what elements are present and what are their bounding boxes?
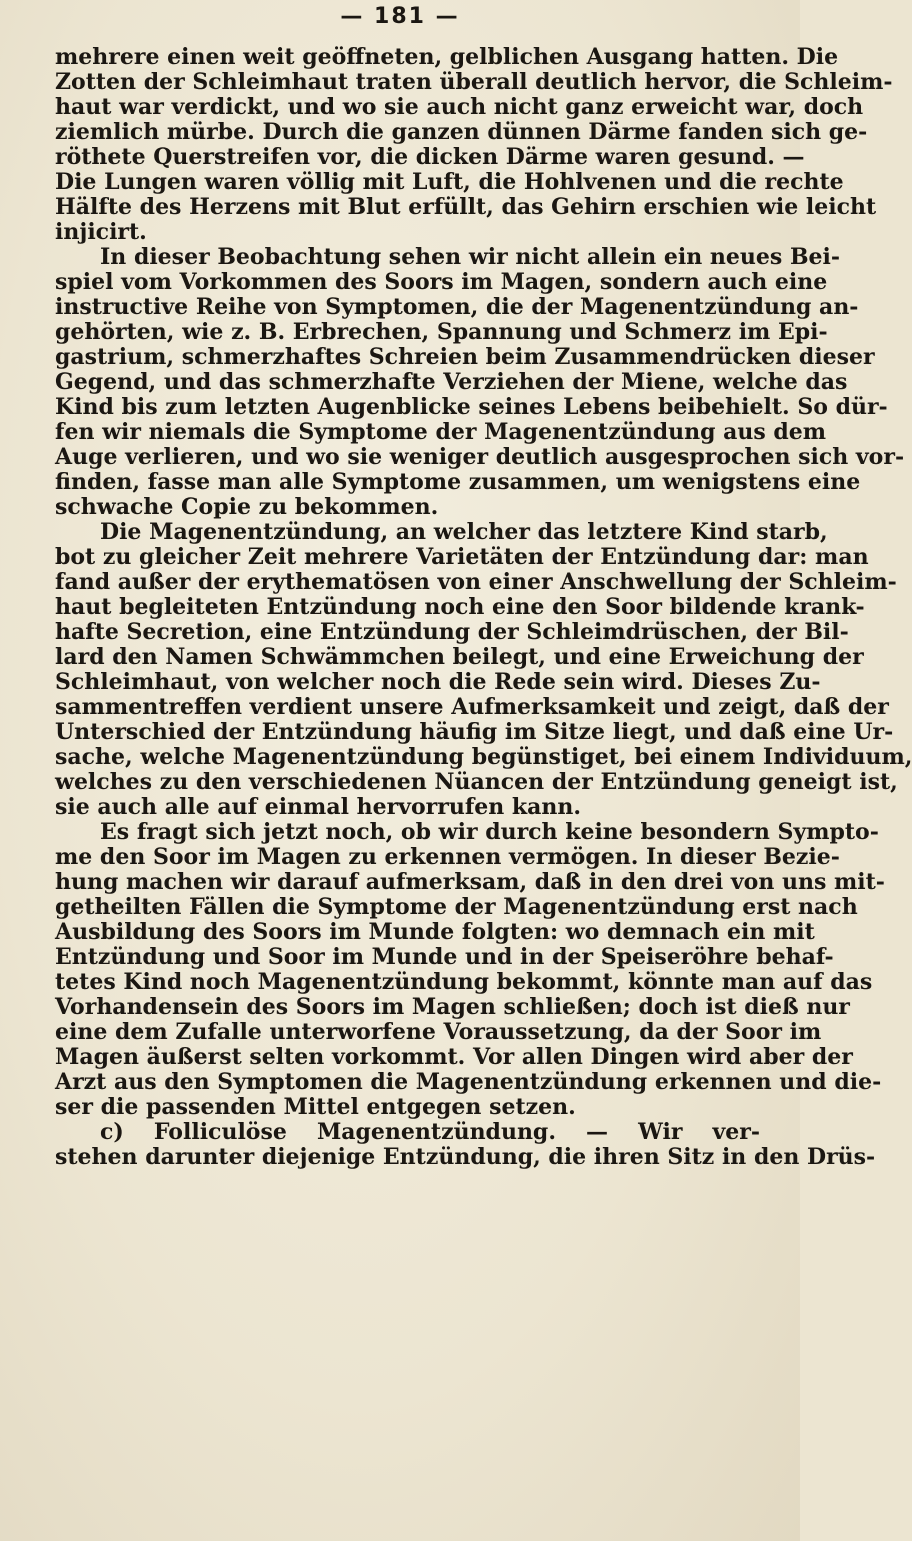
text-line: röthete Querstreifen vor, die dicken Därme waren gesund. — bbox=[55, 144, 805, 170]
text-line: me den Soor im Magen zu erkennen vermögen. In dieser Bezie- bbox=[55, 844, 840, 870]
text-line: instructive Reihe von Symptomen, die der Magenentzündung an- bbox=[55, 294, 859, 320]
text-line: Unterschied der Entzündung häufig im Sitze liegt, und daß eine Ur- bbox=[55, 719, 894, 745]
text-line: stehen darunter diejenige Entzündung, die ihren Sitz in den Drüs- bbox=[55, 1144, 876, 1170]
text-line: Hälfte des Herzens mit Blut erfüllt, das Gehirn erschien wie leicht bbox=[55, 194, 877, 220]
text-line: schwache Copie zu bekommen. bbox=[55, 494, 439, 520]
text-line: getheilten Fällen die Symptome der Magenentzündung erst nach bbox=[55, 894, 858, 920]
text-line: Gegend, und das schmerzhafte Verziehen der Miene, welche das bbox=[55, 369, 848, 395]
text-line: gehörten, wie z. B. Erbrechen, Spannung und Schmerz im Epi- bbox=[55, 319, 828, 345]
text-line: Schleimhaut, von welcher noch die Rede sein wird. Dieses Zu- bbox=[55, 669, 821, 695]
text-line: hung machen wir darauf aufmerksam, daß in den drei von uns mit- bbox=[55, 869, 885, 895]
text-line: fen wir niemals die Symptome der Magenentzündung aus dem bbox=[55, 419, 827, 445]
text-line: ziemlich mürbe. Durch die ganzen dünnen Därme fanden sich ge- bbox=[55, 119, 868, 145]
text-line: spiel vom Vorkommen des Soors im Magen, sondern auch eine bbox=[55, 269, 828, 295]
text-line: Arzt aus den Symptomen die Magenentzündung erkennen und die- bbox=[55, 1069, 882, 1095]
page-number: — 181 — bbox=[340, 4, 460, 29]
text-line: injicirt. bbox=[55, 219, 147, 245]
text-line: sie auch alle auf einmal hervorrufen kann. bbox=[55, 794, 582, 820]
text-line: sammentreffen verdient unsere Aufmerksamkeit und zeigt, daß der bbox=[55, 694, 889, 720]
text-line: Es fragt sich jetzt noch, ob wir durch keine besondern Sympto- bbox=[100, 819, 879, 845]
body-text bbox=[55, 44, 912, 1170]
text-line: Entzündung und Soor im Munde und in der Speiseröhre behaf- bbox=[55, 944, 834, 970]
text-line: fand außer der erythematösen von einer Anschwellung der Schleim- bbox=[55, 569, 897, 595]
text-line: eine dem Zufalle unterworfene Voraussetzung, da der Soor im bbox=[55, 1019, 822, 1045]
text-line: In dieser Beobachtung sehen wir nicht allein ein neues Bei- bbox=[100, 244, 841, 270]
text-line: haut begleiteten Entzündung noch eine den Soor bildende krank- bbox=[55, 594, 865, 620]
text-line: finden, fasse man alle Symptome zusammen, um wenigstens eine bbox=[55, 469, 861, 495]
text-line: Die Lungen waren völlig mit Luft, die Hohlvenen und die rechte bbox=[55, 169, 844, 195]
text-line: tetes Kind noch Magenentzündung bekommt, könnte man auf das bbox=[55, 969, 873, 995]
text-line: Ausbildung des Soors im Munde folgten: wo demnach ein mit bbox=[55, 919, 815, 945]
text-line: lard den Namen Schwämmchen beilegt, und eine Erweichung der bbox=[55, 644, 864, 670]
text-line: sache, welche Magenentzündung begünstiget, bei einem Individuum, bbox=[55, 744, 912, 770]
text-line: Auge verlieren, und wo sie weniger deutlich ausgesprochen sich vor- bbox=[55, 444, 905, 470]
section-heading-line: c) Folliculöse Magenentzündung. — Wir ver- bbox=[100, 1119, 760, 1145]
text-line: Magen äußerst selten vorkommt. Vor allen Dingen wird aber der bbox=[55, 1044, 853, 1070]
text-line: welches zu den verschiedenen Nüancen der Entzündung geneigt ist, bbox=[55, 769, 898, 795]
text-line: Zotten der Schleimhaut traten überall deutlich hervor, die Schleim- bbox=[55, 69, 893, 95]
text-line: mehrere einen weit geöffneten, gelblichen Ausgang hatten. Die bbox=[55, 44, 839, 70]
text-line: hafte Secretion, eine Entzündung der Schleimdrüschen, der Bil- bbox=[55, 619, 849, 645]
text-line: bot zu gleicher Zeit mehrere Varietäten der Entzündung dar: man bbox=[55, 544, 869, 570]
text-line: Vorhandensein des Soors im Magen schließen; doch ist dieß nur bbox=[55, 994, 850, 1020]
text-line: Die Magenentzündung, an welcher das letztere Kind starb, bbox=[100, 519, 828, 545]
text-line: gastrium, schmerzhaftes Schreien beim Zusammendrücken dieser bbox=[55, 344, 875, 370]
text-line: Kind bis zum letzten Augenblicke seines Lebens beibehielt. So dür- bbox=[55, 394, 888, 420]
text-line: ser die passenden Mittel entgegen setzen. bbox=[55, 1094, 576, 1120]
text-line: haut war verdickt, und wo sie auch nicht ganz erweicht war, doch bbox=[55, 94, 864, 120]
